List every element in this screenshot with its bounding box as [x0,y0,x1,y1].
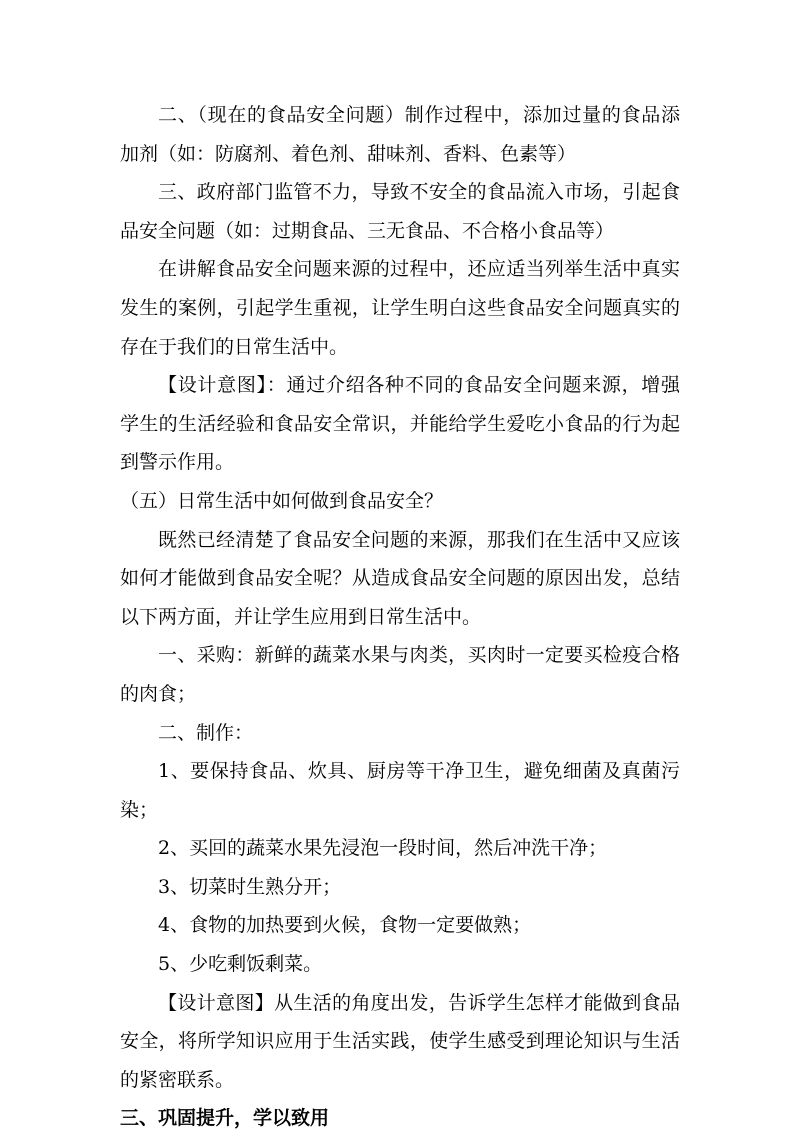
section-heading-daily-safety: （五）日常生活中如何做到食品安全？ [120,489,444,512]
list-item-separate-raw-cooked: 3、切菜时生熟分开； [158,875,342,898]
paragraph-case-examples: 在讲解食品安全问题来源的过程中，还应适当列举生活中真实发生的案例，引起学生重视，让学生明白这些食品安全问题真实的存在于我们的日常生活中。 [120,258,680,358]
document-body [120,96,680,1138]
paragraph-regulation: 三、政府部门监管不力，导致不安全的食品流入市场，引起食品安全问题（如：过期食品、三无食品、不合格小食品等） [120,181,680,242]
list-item-avoid-leftovers: 5、少吃剩饭剩菜。 [158,953,323,976]
section-heading-consolidate: 三、巩固提升，学以致用 [120,1107,330,1130]
paragraph-intro-two-aspects: 既然已经清楚了食品安全问题的来源，那我们在生活中又应该如何才能做到食品安全呢？从造成食品安全问题的原因出发，总结以下两方面，并让学生应用到日常生活中。 [120,528,680,628]
list-item-hygiene: 1、要保持食品、炊具、厨房等干净卫生，避免细菌及真菌污染； [120,760,680,821]
list-item-cook-thoroughly: 4、食物的加热要到火候，食物一定要做熟； [158,914,532,937]
list-item-soak-wash: 2、买回的蔬菜水果先浸泡一段时间，然后冲洗干净； [158,837,608,860]
paragraph-design-intent-2: 【设计意图】从生活的角度出发，告诉学生怎样才能做到食品安全，将所学知识应用于生活实践，使学生感受到理论知识与生活的紧密联系。 [120,991,680,1091]
paragraph-purchasing: 一、采购：新鲜的蔬菜水果与肉类，买肉时一定要买检疫合格的肉食； [120,644,680,705]
paragraph-additives: 二、（现在的食品安全问题）制作过程中，添加过量的食品添加剂（如：防腐剂、着色剂、甜味剂、香料、色素等） [120,104,680,165]
paragraph-design-intent-1: 【设计意图】：通过介绍各种不同的食品安全问题来源，增强学生的生活经验和食品安全常识，并能给学生爱吃小食品的行为起到警示作用。 [120,374,680,474]
paragraph-preparation-heading: 二、制作： [158,721,254,744]
